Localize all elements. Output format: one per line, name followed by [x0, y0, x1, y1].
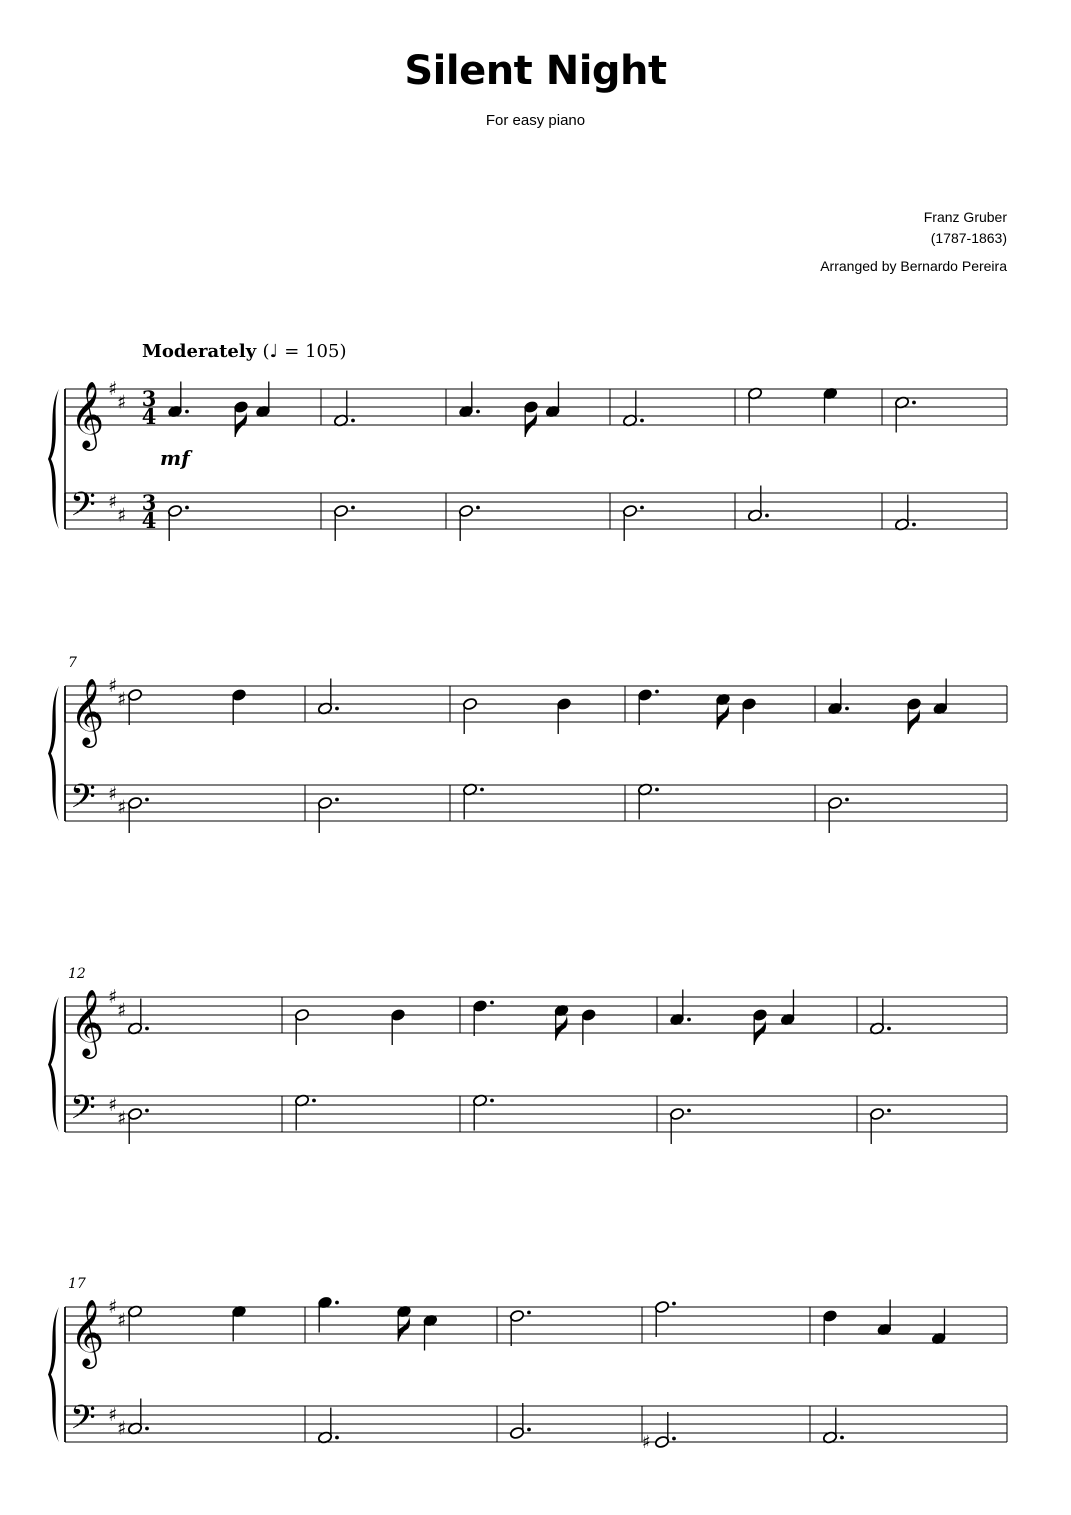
sharp-icon: ♯ [108, 1094, 118, 1116]
treble-staff [65, 686, 1007, 722]
note [396, 1305, 411, 1342]
note [317, 1408, 339, 1445]
note [333, 504, 355, 541]
note [822, 1408, 844, 1445]
note [933, 679, 948, 716]
note [167, 382, 189, 419]
composer-name: Franz Gruber [923, 209, 1007, 225]
augmentation-dot [351, 506, 355, 510]
augmentation-dot [145, 1427, 149, 1431]
tempo-marking: Moderately (♩ = 105) [142, 341, 347, 362]
augmentation-dot [145, 1109, 149, 1113]
eighth-flag [717, 705, 729, 730]
note [622, 391, 644, 428]
note [637, 688, 659, 725]
bass-staff [65, 493, 1007, 529]
arranger-credit: Arranged by Bernardo Pereira [820, 258, 1007, 274]
page-title: Silent Night [404, 48, 667, 94]
note [827, 679, 849, 716]
augmentation-dot [312, 1099, 316, 1103]
note [827, 796, 849, 833]
note [877, 1300, 892, 1337]
augmentation-dot [476, 506, 480, 510]
note [637, 783, 659, 820]
note [317, 679, 339, 716]
note [523, 400, 538, 437]
eighth-flag [556, 1016, 568, 1041]
note [554, 1004, 569, 1041]
augmentation-dot [480, 788, 484, 792]
note [669, 1107, 691, 1144]
time-sig-upper: 3 [141, 490, 157, 515]
sharp-icon: ♯ [642, 1432, 651, 1453]
tempo-label: Moderately [142, 341, 257, 362]
augmentation-dot [527, 1428, 531, 1432]
note [654, 1300, 676, 1337]
note [509, 1309, 531, 1346]
eighth-flag [398, 1317, 410, 1342]
measure-number: 17 [68, 1276, 86, 1292]
augmentation-dot [687, 1109, 691, 1113]
sharp-icon: ♯ [117, 796, 127, 819]
sharp-icon: ♯ [108, 675, 118, 697]
augmentation-dot [527, 1311, 531, 1315]
sharp-icon: ♯ [117, 1417, 127, 1440]
note [127, 1107, 149, 1144]
sharp-icon: ♯ [108, 783, 118, 805]
note [423, 1314, 438, 1351]
note [317, 796, 339, 833]
sharp-icon: ♯ [108, 986, 118, 1008]
note [622, 504, 644, 541]
measure-number: 7 [68, 655, 77, 671]
note [333, 391, 355, 428]
brace [48, 686, 59, 821]
composer-dates: (1787-1863) [930, 230, 1007, 246]
augmentation-dot [687, 1018, 691, 1022]
note [127, 796, 149, 833]
augmentation-dot [335, 707, 339, 711]
note [472, 999, 494, 1036]
sharp-icon: ♯ [117, 1309, 127, 1332]
note [509, 1403, 531, 1440]
augmentation-dot [765, 514, 769, 518]
augmentation-dot [655, 788, 659, 792]
note [294, 1008, 309, 1045]
note [556, 697, 571, 734]
note [869, 999, 891, 1036]
note [823, 387, 838, 424]
note [127, 688, 142, 725]
note [233, 400, 248, 437]
sharp-icon: ♯ [108, 378, 118, 400]
bass-staff [65, 1406, 1007, 1442]
note [127, 1305, 142, 1342]
augmentation-dot [845, 707, 849, 711]
treble-clef-icon: 𝄞 [70, 677, 105, 745]
augmentation-dot [672, 1302, 676, 1306]
sharp-icon: ♯ [108, 491, 118, 513]
note [931, 1309, 946, 1346]
note [715, 693, 730, 730]
page-subtitle: For easy piano [485, 112, 586, 129]
note [780, 990, 795, 1027]
time-sig-upper: 3 [141, 386, 157, 411]
bass-staff [65, 1096, 1007, 1132]
note [545, 382, 560, 419]
note [462, 783, 484, 820]
note [741, 697, 756, 734]
treble-staff [65, 1307, 1007, 1343]
brace [48, 389, 59, 529]
sharp-icon: ♯ [117, 688, 127, 711]
augmentation-dot [845, 798, 849, 802]
bass-clef-icon: 𝄢 [70, 1089, 96, 1135]
augmentation-dot [335, 798, 339, 802]
augmentation-dot [887, 1109, 891, 1113]
note [747, 387, 762, 424]
note [894, 396, 916, 433]
measure-number: 12 [68, 966, 86, 982]
time-sig-lower: 4 [141, 508, 157, 533]
augmentation-dot [185, 410, 189, 414]
note [231, 1305, 246, 1342]
note [869, 1107, 891, 1144]
note [472, 1094, 494, 1131]
tempo-bpm: = 105 [284, 341, 340, 362]
treble-staff [65, 997, 1007, 1033]
note [581, 1008, 596, 1045]
note [317, 1296, 339, 1333]
augmentation-dot [640, 506, 644, 510]
augmentation-dot [912, 401, 916, 405]
note [390, 1008, 405, 1045]
bass-clef-icon: 𝄢 [70, 486, 96, 532]
augmentation-dot [912, 523, 916, 527]
augmentation-dot [335, 1301, 339, 1305]
note [894, 495, 916, 532]
note [458, 504, 480, 541]
augmentation-dot [351, 419, 355, 423]
time-sig-lower: 4 [141, 404, 157, 429]
note [822, 1309, 837, 1346]
note [294, 1094, 316, 1131]
bass-clef-icon: 𝄢 [70, 1399, 96, 1445]
note [458, 382, 480, 419]
augmentation-dot [840, 1436, 844, 1440]
augmentation-dot [490, 1099, 494, 1103]
bass-staff [65, 785, 1007, 821]
augmentation-dot [145, 1027, 149, 1031]
note [669, 990, 691, 1027]
treble-clef-icon: 𝄞 [70, 1298, 105, 1366]
augmentation-dot [335, 1436, 339, 1440]
sharp-icon: ♯ [117, 504, 127, 527]
note [167, 504, 189, 541]
treble-clef-icon: 𝄞 [70, 988, 105, 1056]
augmentation-dot [490, 1001, 494, 1005]
note [747, 486, 769, 523]
brace [48, 997, 59, 1132]
sharp-icon: ♯ [117, 999, 127, 1022]
note [752, 1008, 767, 1045]
sharp-icon: ♯ [108, 1404, 118, 1426]
sharp-icon: ♯ [108, 1296, 118, 1318]
note [127, 1399, 149, 1436]
augmentation-dot [145, 798, 149, 802]
quarter-note-icon: ♩ [269, 341, 278, 362]
augmentation-dot [476, 410, 480, 414]
augmentation-dot [185, 506, 189, 510]
note [462, 697, 477, 734]
augmentation-dot [672, 1437, 676, 1441]
brace [48, 1307, 59, 1442]
note [127, 999, 149, 1036]
augmentation-dot [887, 1027, 891, 1031]
sharp-icon: ♯ [117, 391, 127, 414]
dynamic-mark: mf [160, 446, 190, 470]
augmentation-dot [640, 419, 644, 423]
augmentation-dot [655, 690, 659, 694]
note [255, 382, 270, 419]
bass-clef-icon: 𝄢 [70, 778, 96, 824]
note [231, 688, 246, 725]
treble-clef-icon: 𝄞 [70, 380, 105, 448]
sharp-icon: ♯ [117, 1107, 127, 1130]
note [906, 697, 921, 734]
